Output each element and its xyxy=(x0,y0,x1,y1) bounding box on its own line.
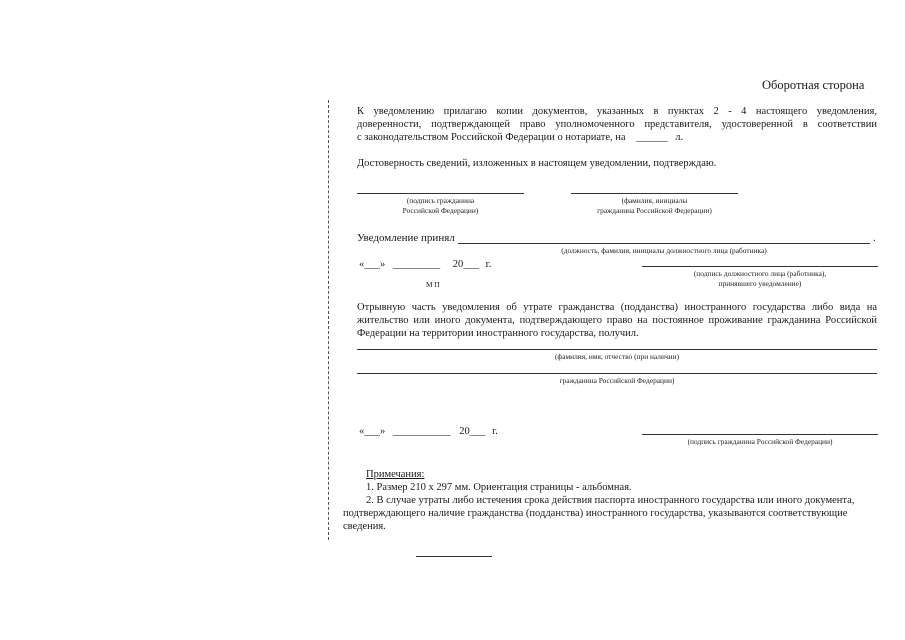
official-signature-line[interactable] xyxy=(642,266,878,267)
note-2-line-2: подтверждающего наличие гражданства (подданства) иностранного государства, указываются соответствующие xyxy=(343,508,848,519)
confirm-text: Достоверность сведений, изложенных в настоящем уведомлении, подтверждаю. xyxy=(357,158,717,169)
received-month-field[interactable]: _________ xyxy=(392,259,441,270)
citizen-caption: гражданина Российской Федерации) xyxy=(559,376,675,385)
tear-off-signature-caption: (подпись гражданина Российской Федерации) xyxy=(687,437,833,446)
citizen-name-caption-2: гражданина Российской Федерации) xyxy=(597,206,712,215)
attachment-line-3-prefix: с законодательством Российской Федерации о нотариате, на xyxy=(357,132,626,143)
received-label: Уведомление принял xyxy=(357,232,455,244)
tear-off-year-suffix: г. xyxy=(492,426,498,437)
citizen-name-caption-1: (фамилия, инициалы xyxy=(621,196,688,205)
tear-off-signature-line[interactable] xyxy=(642,434,878,435)
citizen-signature-line[interactable] xyxy=(357,193,524,194)
tear-off-line-2: жительство или иного документа, подтверждающего право на постоянное проживание гражданина Российской xyxy=(357,315,877,326)
notes-title-text: Примечания: xyxy=(366,469,425,480)
tear-off-date-close-quote: » xyxy=(380,426,386,437)
note-2-line-3: сведения. xyxy=(343,521,386,532)
note-1: 1. Размер 210 х 297 мм. Ориентация страницы - альбомная. xyxy=(366,482,632,493)
received-year-suffix: г. xyxy=(485,259,492,270)
citizen-name-line[interactable] xyxy=(571,193,738,194)
official-name-line[interactable] xyxy=(458,243,870,244)
received-date-open-quote: « xyxy=(359,259,365,270)
citizen-line[interactable] xyxy=(357,373,877,374)
received-year-field[interactable]: ___ xyxy=(463,259,479,270)
stamp-placeholder: М П xyxy=(426,280,440,289)
attachment-line-2: доверенности, подтверждающей право уполномоченного представителя, удостоверенной в соответствии xyxy=(357,119,877,130)
attachment-line-3 xyxy=(357,131,683,144)
fio-caption: (фамилия, имя, отчество (при наличии) xyxy=(554,352,680,361)
fio-line[interactable] xyxy=(357,349,877,350)
official-name-end-dot: . xyxy=(873,233,876,244)
tear-off-year-prefix: 20 xyxy=(459,426,470,437)
tear-off-month-field[interactable]: ___________ xyxy=(392,426,451,437)
sheets-count-field[interactable]: ______ xyxy=(636,132,668,143)
official-signature-caption-2: принявшего уведомление) xyxy=(718,279,802,288)
tear-off-line-1: Отрывную часть уведомления об утрате гражданства (подданства) иностранного государства либо вида на xyxy=(357,302,877,313)
official-signature-caption-1: (подпись должностного лица (работника), xyxy=(693,269,827,278)
tear-off-date xyxy=(359,425,498,438)
tear-off-day-field[interactable]: ___ xyxy=(364,426,380,437)
received-day-field[interactable]: ___ xyxy=(364,259,380,270)
tear-off-date-open-quote: « xyxy=(359,426,365,437)
note-2-line-1: 2. В случае утраты либо истечения срока действия паспорта иностранного государства или иного документа, xyxy=(366,495,855,506)
footnote-separator xyxy=(416,556,492,557)
cut-line xyxy=(328,100,329,540)
citizen-signature-caption xyxy=(357,196,524,216)
received-date-close-quote: » xyxy=(380,259,386,270)
attachment-line-1: К уведомлению прилагаю копии документов, указанных в пунктах 2 - 4 настоящего уведомления, xyxy=(357,106,877,117)
official-signature-caption xyxy=(642,269,878,289)
citizen-signature-caption-2: Российской Федерации) xyxy=(402,206,479,215)
official-name-caption: (должность, фамилия, инициалы должностного лица (работника) xyxy=(561,246,767,255)
page-side-label: Оборотная сторона xyxy=(762,78,865,92)
received-date xyxy=(359,258,491,271)
received-year-prefix: 20 xyxy=(452,259,464,270)
notes-title xyxy=(366,468,424,481)
sheets-unit: л. xyxy=(675,132,684,143)
citizen-name-caption xyxy=(571,196,738,216)
tear-off-year-field[interactable]: ___ xyxy=(469,426,486,437)
citizen-signature-caption-1: (подпись гражданина xyxy=(406,196,475,205)
tear-off-line-3: Федерации на территории иностранного государства, получил. xyxy=(357,328,639,339)
